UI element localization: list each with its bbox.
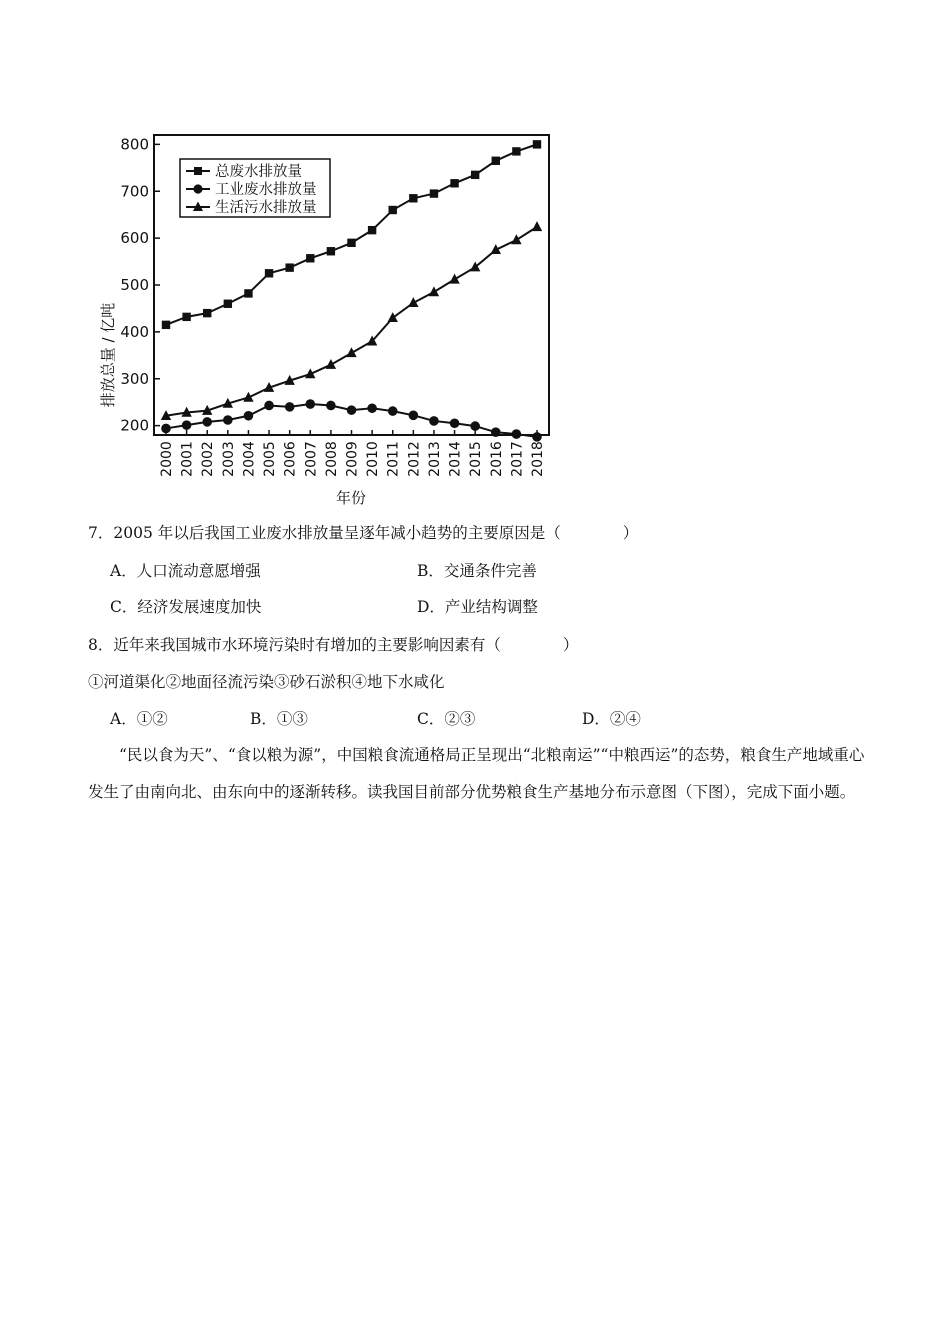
x-tick-label: 2008 bbox=[323, 441, 340, 477]
data-point bbox=[450, 418, 460, 428]
data-point bbox=[492, 157, 500, 165]
data-point bbox=[491, 427, 501, 437]
x-tick-label: 2004 bbox=[241, 441, 258, 477]
data-point bbox=[182, 420, 192, 430]
data-point bbox=[347, 405, 357, 415]
x-tick-label: 2001 bbox=[179, 441, 196, 477]
data-point bbox=[368, 226, 376, 234]
legend-label: 工业废水排放量 bbox=[215, 182, 317, 198]
x-tick-label: 2018 bbox=[530, 441, 546, 477]
grain-intro-paragraph: “民以食为天”、“食以粮为源”，中国粮食流通格局正呈现出“北粮南运”“中粮西运”的态势，粮食生产地域重心发生了由南向北、由东向中的逐渐转移。读我国目前部分优势粮食生产基地分布示意图（下图），完成下面小题。 bbox=[88, 746, 865, 801]
y-tick-label: 500 bbox=[120, 276, 149, 294]
data-point bbox=[202, 417, 212, 427]
x-tick-label: 2013 bbox=[426, 441, 443, 477]
legend-marker bbox=[193, 184, 202, 193]
legend-marker bbox=[194, 167, 202, 175]
x-tick-label: 2003 bbox=[220, 441, 237, 477]
legend-label: 总废水排放量 bbox=[215, 164, 302, 180]
data-point bbox=[512, 429, 522, 439]
legend-label: 生活污水排放量 bbox=[215, 200, 317, 216]
question-8-items: ①河道渠化②地面径流污染③砂石淤积④地下水咸化 bbox=[88, 673, 445, 691]
x-tick-label: 2012 bbox=[406, 441, 423, 477]
x-tick-label: 2016 bbox=[488, 441, 505, 477]
data-point bbox=[450, 179, 458, 187]
y-tick-label: 400 bbox=[120, 322, 149, 341]
data-point bbox=[409, 411, 419, 421]
data-point bbox=[409, 194, 417, 202]
data-point bbox=[408, 297, 418, 307]
question-7-option-a[interactable]: A．人口流动意愿增强 bbox=[110, 562, 261, 580]
x-tick-label: 2009 bbox=[344, 441, 361, 477]
y-tick-label: 300 bbox=[120, 369, 149, 388]
data-point bbox=[264, 401, 274, 411]
data-point bbox=[533, 140, 541, 148]
y-tick-label: 200 bbox=[120, 416, 149, 435]
data-point bbox=[326, 359, 336, 369]
data-point bbox=[429, 416, 439, 426]
data-point bbox=[305, 399, 315, 409]
data-point bbox=[306, 254, 314, 262]
x-tick-label: 2002 bbox=[200, 441, 217, 477]
question-7-option-d[interactable]: D．产业结构调整 bbox=[417, 598, 538, 616]
data-point bbox=[265, 269, 273, 277]
x-tick-label: 2017 bbox=[509, 441, 526, 477]
question-8-option-b[interactable]: B．①③ bbox=[250, 710, 308, 728]
x-tick-label: 2006 bbox=[282, 441, 299, 477]
data-point bbox=[161, 424, 171, 434]
emission-line-chart bbox=[95, 125, 565, 515]
y-tick-label: 600 bbox=[120, 229, 149, 248]
data-point bbox=[223, 415, 233, 425]
data-point bbox=[347, 239, 355, 247]
question-8-option-a[interactable]: A．①② bbox=[110, 710, 168, 728]
y-tick-label: 700 bbox=[120, 182, 149, 201]
data-point bbox=[471, 171, 479, 179]
question-7-option-b[interactable]: B．交通条件完善 bbox=[417, 562, 537, 580]
data-point bbox=[244, 411, 254, 421]
data-point bbox=[346, 347, 356, 357]
data-point bbox=[388, 406, 398, 416]
data-point bbox=[285, 402, 295, 412]
series-triangle bbox=[161, 221, 542, 420]
question-7-stem: 7．2005 年以后我国工业废水排放量呈逐年减小趋势的主要原因是（ ） bbox=[88, 524, 639, 542]
data-point bbox=[388, 312, 398, 322]
question-8-option-d[interactable]: D．②④ bbox=[582, 710, 641, 728]
data-point bbox=[532, 432, 542, 442]
question-8-stem: 8．近年来我国城市水环境污染时有增加的主要影响因素有（ ） bbox=[88, 636, 579, 654]
data-point bbox=[532, 221, 542, 231]
data-point bbox=[327, 247, 335, 255]
data-point bbox=[389, 206, 397, 214]
chart-legend bbox=[180, 159, 330, 217]
x-tick-label: 2010 bbox=[365, 441, 382, 477]
data-point bbox=[470, 421, 480, 431]
question-7-option-c[interactable]: C．经济发展速度加快 bbox=[110, 598, 262, 616]
x-tick-label: 2000 bbox=[159, 441, 175, 477]
y-tick-label: 800 bbox=[120, 135, 149, 154]
x-tick-label: 2014 bbox=[447, 441, 464, 477]
data-point bbox=[203, 309, 211, 317]
data-point bbox=[224, 300, 232, 308]
series-line bbox=[166, 227, 537, 416]
data-point bbox=[429, 286, 439, 296]
data-point bbox=[367, 403, 377, 413]
data-point bbox=[326, 401, 336, 411]
data-point bbox=[512, 147, 520, 155]
question-8-option-c[interactable]: C．②③ bbox=[417, 710, 476, 728]
x-tick-label: 2005 bbox=[262, 441, 279, 477]
x-tick-label: 2007 bbox=[303, 441, 320, 477]
data-point bbox=[449, 274, 459, 284]
data-point bbox=[285, 263, 293, 271]
data-point bbox=[244, 289, 252, 297]
y-axis-label: 排放总量 / 亿吨 bbox=[99, 302, 117, 408]
data-point bbox=[511, 234, 521, 244]
data-point bbox=[162, 321, 170, 329]
x-axis-label: 年份 bbox=[335, 489, 367, 507]
data-point bbox=[182, 313, 190, 321]
data-point bbox=[430, 189, 438, 197]
x-tick-label: 2011 bbox=[385, 441, 402, 477]
x-tick-label: 2015 bbox=[468, 441, 485, 477]
